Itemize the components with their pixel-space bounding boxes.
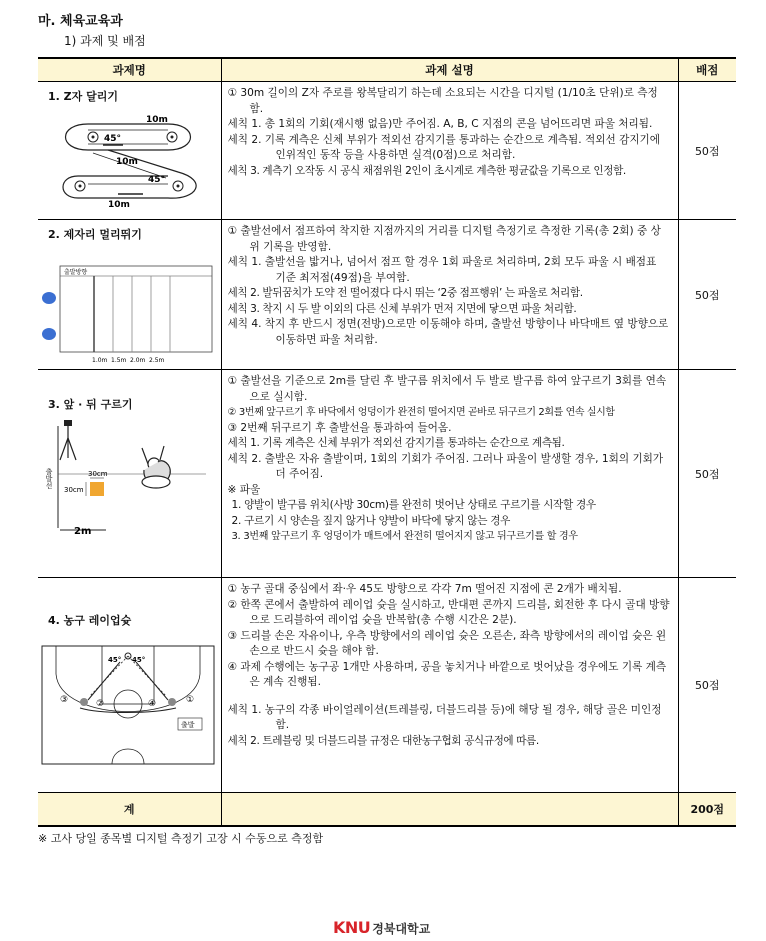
header-name: 과제명 xyxy=(38,58,221,82)
score-cell: 50점 xyxy=(678,82,736,220)
desc-line: ① 30m 길이의 Z자 주로를 왕복달리기 하는데 소요되는 시간을 디지털 (1/10초 단위)로 측정함. xyxy=(227,87,658,115)
diagram-label: ④ xyxy=(148,699,157,709)
table-row xyxy=(38,82,736,220)
header-desc: 과제 설명 xyxy=(221,58,678,82)
event-name: 2. 제자리 멀리뛰기 xyxy=(48,228,142,241)
event-name: 4. 농구 레이업슛 xyxy=(48,614,132,627)
desc-line: 세칙 2. 기록 계측은 신체 부위가 적외선 감지기를 통과하는 순간으로 계측됨. 적외선 감지기에 인위적인 동작 등을 사용하면 실격(0점)으로 처리함. xyxy=(227,133,661,161)
score-cell: 50점 xyxy=(678,370,736,578)
section-title: 마. 체육교육과 xyxy=(38,14,123,29)
score-cell: 50점 xyxy=(678,220,736,370)
diagram-label: 출발선 xyxy=(45,468,53,489)
desc-line: ② 한쪽 콘에서 출발하여 레이업 슛을 실시하고, 반대편 콘까지 드리블, 회전한 후 다시 골대 방향으로 드리블하여 레이업 슛을 반복함(총 수행 시간은 2분). xyxy=(227,598,670,626)
desc-line: 세칙 1. 농구의 각종 바이얼레이션(트레블링, 더블드리블 등)에 해당 될 경우, 해당 골은 미인정함. xyxy=(227,703,662,731)
diagram-label: 2.5m xyxy=(149,357,165,364)
desc-line: 2. 구르기 시 양손을 짚지 않거나 양발이 바닥에 닿지 않는 경우 xyxy=(231,514,511,527)
diagram-label: 45° xyxy=(148,175,166,185)
sub-title: 1) 과제 및 배점 xyxy=(64,34,146,48)
event-cell xyxy=(38,220,221,370)
desc-line: 세칙 3. 계측기 오작동 시 공식 채점위원 2인이 초시계로 계측한 평균값을 기록으로 인정함. xyxy=(227,164,626,177)
diagram-label: 10m xyxy=(116,157,138,167)
roll-diagram xyxy=(46,418,216,536)
desc-line: 세칙 1. 출발선을 밟거나, 넘어서 점프 할 경우 1회 파울로 처리하며, 2회 모두 파울 시 배점표 기준 최저점(49점)을 부여함. xyxy=(227,256,657,284)
desc-line: ① 출발선을 기준으로 2m를 달린 후 발구름 위치에서 두 발로 발구름 하여 앞구르기 3회를 연속으로 실시함. xyxy=(227,375,667,403)
diagram-label: 1.5m xyxy=(111,357,127,364)
footnote: ※ 고사 당일 종목별 디지털 측정기 고장 시 수동으로 측정함 xyxy=(38,832,324,845)
total-row xyxy=(38,793,736,827)
diagram-label: 출발방향 xyxy=(64,269,88,276)
diagram-label: 2.0m xyxy=(130,357,146,364)
diagram-label: 30cm xyxy=(88,470,108,478)
event-cell xyxy=(38,370,221,578)
desc-line: 세칙 2. 발뒤꿈치가 도약 전 떨어졌다 다시 뛰는 ‘2중 점프행위’ 는 파울로 처리함. xyxy=(227,287,583,299)
table-row xyxy=(38,578,736,793)
diagram-label: ③ xyxy=(60,695,69,705)
desc-line: 3. 3번째 앞구르기 후 엉덩이가 매트에서 완전히 떨어지지 않고 뒤구르기를 할 경우 xyxy=(231,531,578,542)
jump-diagram xyxy=(40,256,216,366)
university-logo xyxy=(333,918,430,937)
desc-line: ④ 과제 수행에는 농구공 1개만 사용하며, 공을 놓치거나 바깥으로 벗어났을 경우에도 기록 계측은 계속 진행됨. xyxy=(227,660,667,688)
desc-line: 세칙 4. 착지 후 반드시 정면(전방)으로만 이동해야 하며, 출발선 방향이나 바닥매트 옆 방향으로 이동하면 파울 처리함. xyxy=(227,318,669,346)
desc-line: 세칙 3. 착지 시 두 발 이외의 다른 신체 부위가 먼저 지면에 닿으면 파울 처리함. xyxy=(227,302,577,315)
desc-line: 세칙 2. 출발은 자유 출발이며, 1회의 기회가 주어짐. 그러나 파울이 발생할 경우, 1회의 기회가 더 주어짐. xyxy=(227,452,664,480)
desc-cell xyxy=(221,82,678,220)
diagram-label: ② xyxy=(96,699,105,709)
court-diagram xyxy=(40,644,216,766)
diagram-label: ① xyxy=(186,695,195,705)
desc-line: 1. 양발이 발구름 위치(사방 30cm)를 완전히 벗어난 상태로 구르기를 시작할 경우 xyxy=(231,499,596,511)
desc-line: ※ 파울 xyxy=(227,483,261,496)
diagram-label: 45° xyxy=(104,134,122,144)
score-cell: 50점 xyxy=(678,578,736,793)
event-name: 1. Z자 달리기 xyxy=(48,90,118,103)
desc-line: ① 출발선에서 점프하여 착지한 지점까지의 거리를 디지털 측정기로 측정한 기록(총 2회) 중 상위 기록을 반영함. xyxy=(227,225,661,253)
header-score: 배점 xyxy=(678,58,736,82)
diagram-label: 10m xyxy=(108,200,130,210)
total-label: 계 xyxy=(38,793,221,827)
table-header-row xyxy=(38,58,736,82)
diagram-label: 10m xyxy=(146,115,168,125)
diagram-label: 출발 xyxy=(181,721,195,729)
desc-cell xyxy=(221,370,678,578)
diagram-label: 30cm xyxy=(64,486,84,494)
table-row xyxy=(38,370,736,578)
desc-cell xyxy=(221,578,678,793)
desc-line: 세칙 2. 트레블링 및 더블드리블 규정은 대한농구협회 공식규정에 따름. xyxy=(227,734,539,747)
logo-name: 경북대학교 xyxy=(372,922,431,936)
diagram-label: 45° xyxy=(108,656,122,664)
diagram-label: 45° xyxy=(132,656,146,664)
total-score: 200점 xyxy=(678,793,736,827)
event-name: 3. 앞 · 뒤 구르기 xyxy=(48,398,133,411)
total-desc xyxy=(221,793,678,827)
desc-line: 세칙 1. 기록 계측은 신체 부위가 적외선 감지기를 통과하는 순간으로 계측됨. xyxy=(227,437,565,449)
z-run-diagram xyxy=(48,110,218,210)
desc-line: ② 3번째 앞구르기 후 바닥에서 엉덩이가 완전히 떨어지면 곧바로 뒤구르기 2회를 연속 실시함 xyxy=(227,407,615,418)
desc-cell xyxy=(221,220,678,370)
table-row xyxy=(38,220,736,370)
desc-line: 세칙 1. 총 1회의 기회(재시행 없음)만 주어짐. A, B, C 지점의 콘을 넘어뜨리면 파울 처리됨. xyxy=(227,118,653,130)
desc-line: ① 농구 골대 중심에서 좌·우 45도 방향으로 각각 7m 떨어진 지점에 콘 2개가 배치됨. xyxy=(227,583,622,595)
desc-line: ③ 2번째 뒤구르기 후 출발선을 통과하여 들어옴. xyxy=(227,421,452,434)
event-cell xyxy=(38,82,221,220)
desc-line: ③ 드리블 손은 자유이나, 우측 방향에서의 레이업 슛은 오른손, 좌측 방향에서의 레이업 슛은 왼손으로 반드시 슛을 해야 함. xyxy=(227,629,667,657)
diagram-label: 1.0m xyxy=(92,357,108,364)
diagram-label: 2m xyxy=(74,526,92,537)
exam-table xyxy=(38,57,736,827)
logo-mark: KNU xyxy=(333,918,371,937)
event-cell xyxy=(38,578,221,793)
